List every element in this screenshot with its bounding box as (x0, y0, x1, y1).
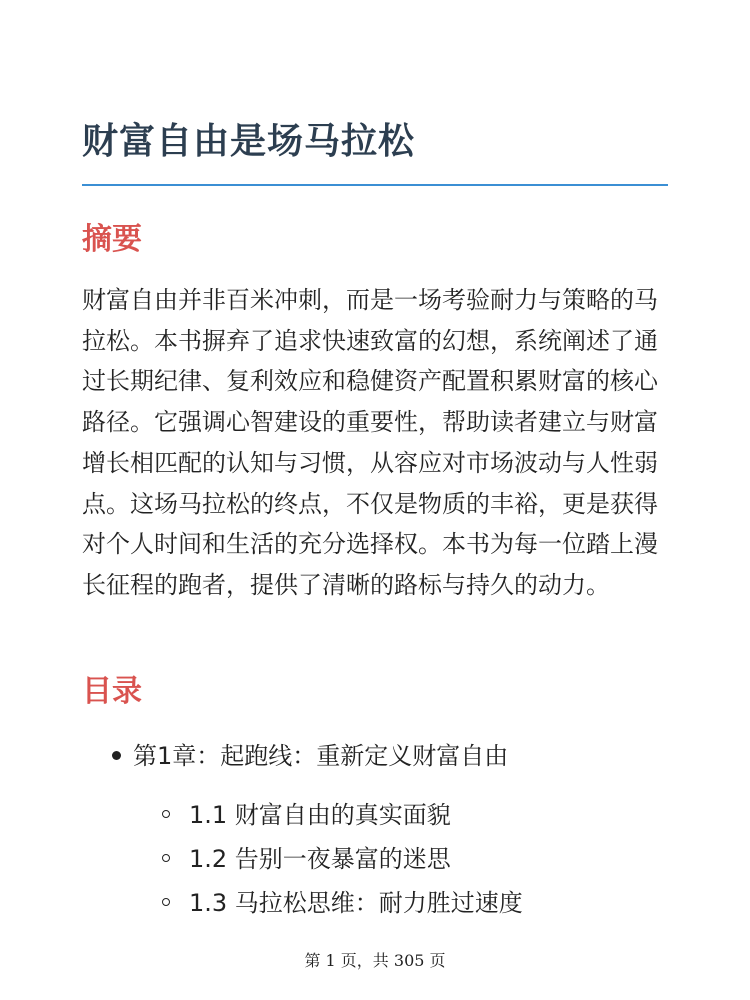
document-title: 财富自由是场马拉松 (82, 121, 416, 162)
toc-section-1-1[interactable]: 1.1 财富自由的真实面貌 (189, 801, 451, 829)
bullet-dot-icon (112, 751, 121, 760)
circle-bullet-icon (162, 854, 170, 862)
circle-bullet-icon (162, 898, 170, 906)
toc-chapter-1[interactable]: 第1章：起跑线：重新定义财富自由 (133, 742, 509, 770)
summary-heading: 摘要 (82, 222, 142, 257)
page-number: 第 1 页，共 305 页 (304, 951, 446, 970)
toc-heading: 目录 (82, 674, 142, 709)
toc-section-1-3[interactable]: 1.3 马拉松思维：耐力胜过速度 (189, 889, 523, 917)
title-divider (82, 184, 668, 186)
summary-paragraph: 财富自由并非百米冲刺，而是一场考验耐力与策略的马拉松。本书摒弃了追求快速致富的幻想，系统阐述了通过长期纪律、复利效应和稳健资产配置积累财富的核心路径。它强调心智建设的重要性，帮助读者建立与财富增长相匹配的认知与习惯，从容应对市场波动与人性弱点。这场马拉松的终点，不仅是物质的丰裕，更是获得对个人时间和生活的充分选择权。本书为每一位踏上漫长征程的跑者，提供了清晰的路标与持久的动力。 (82, 286, 658, 599)
circle-bullet-icon (162, 810, 170, 818)
toc-section-1-2[interactable]: 1.2 告别一夜暴富的迷思 (189, 845, 451, 873)
